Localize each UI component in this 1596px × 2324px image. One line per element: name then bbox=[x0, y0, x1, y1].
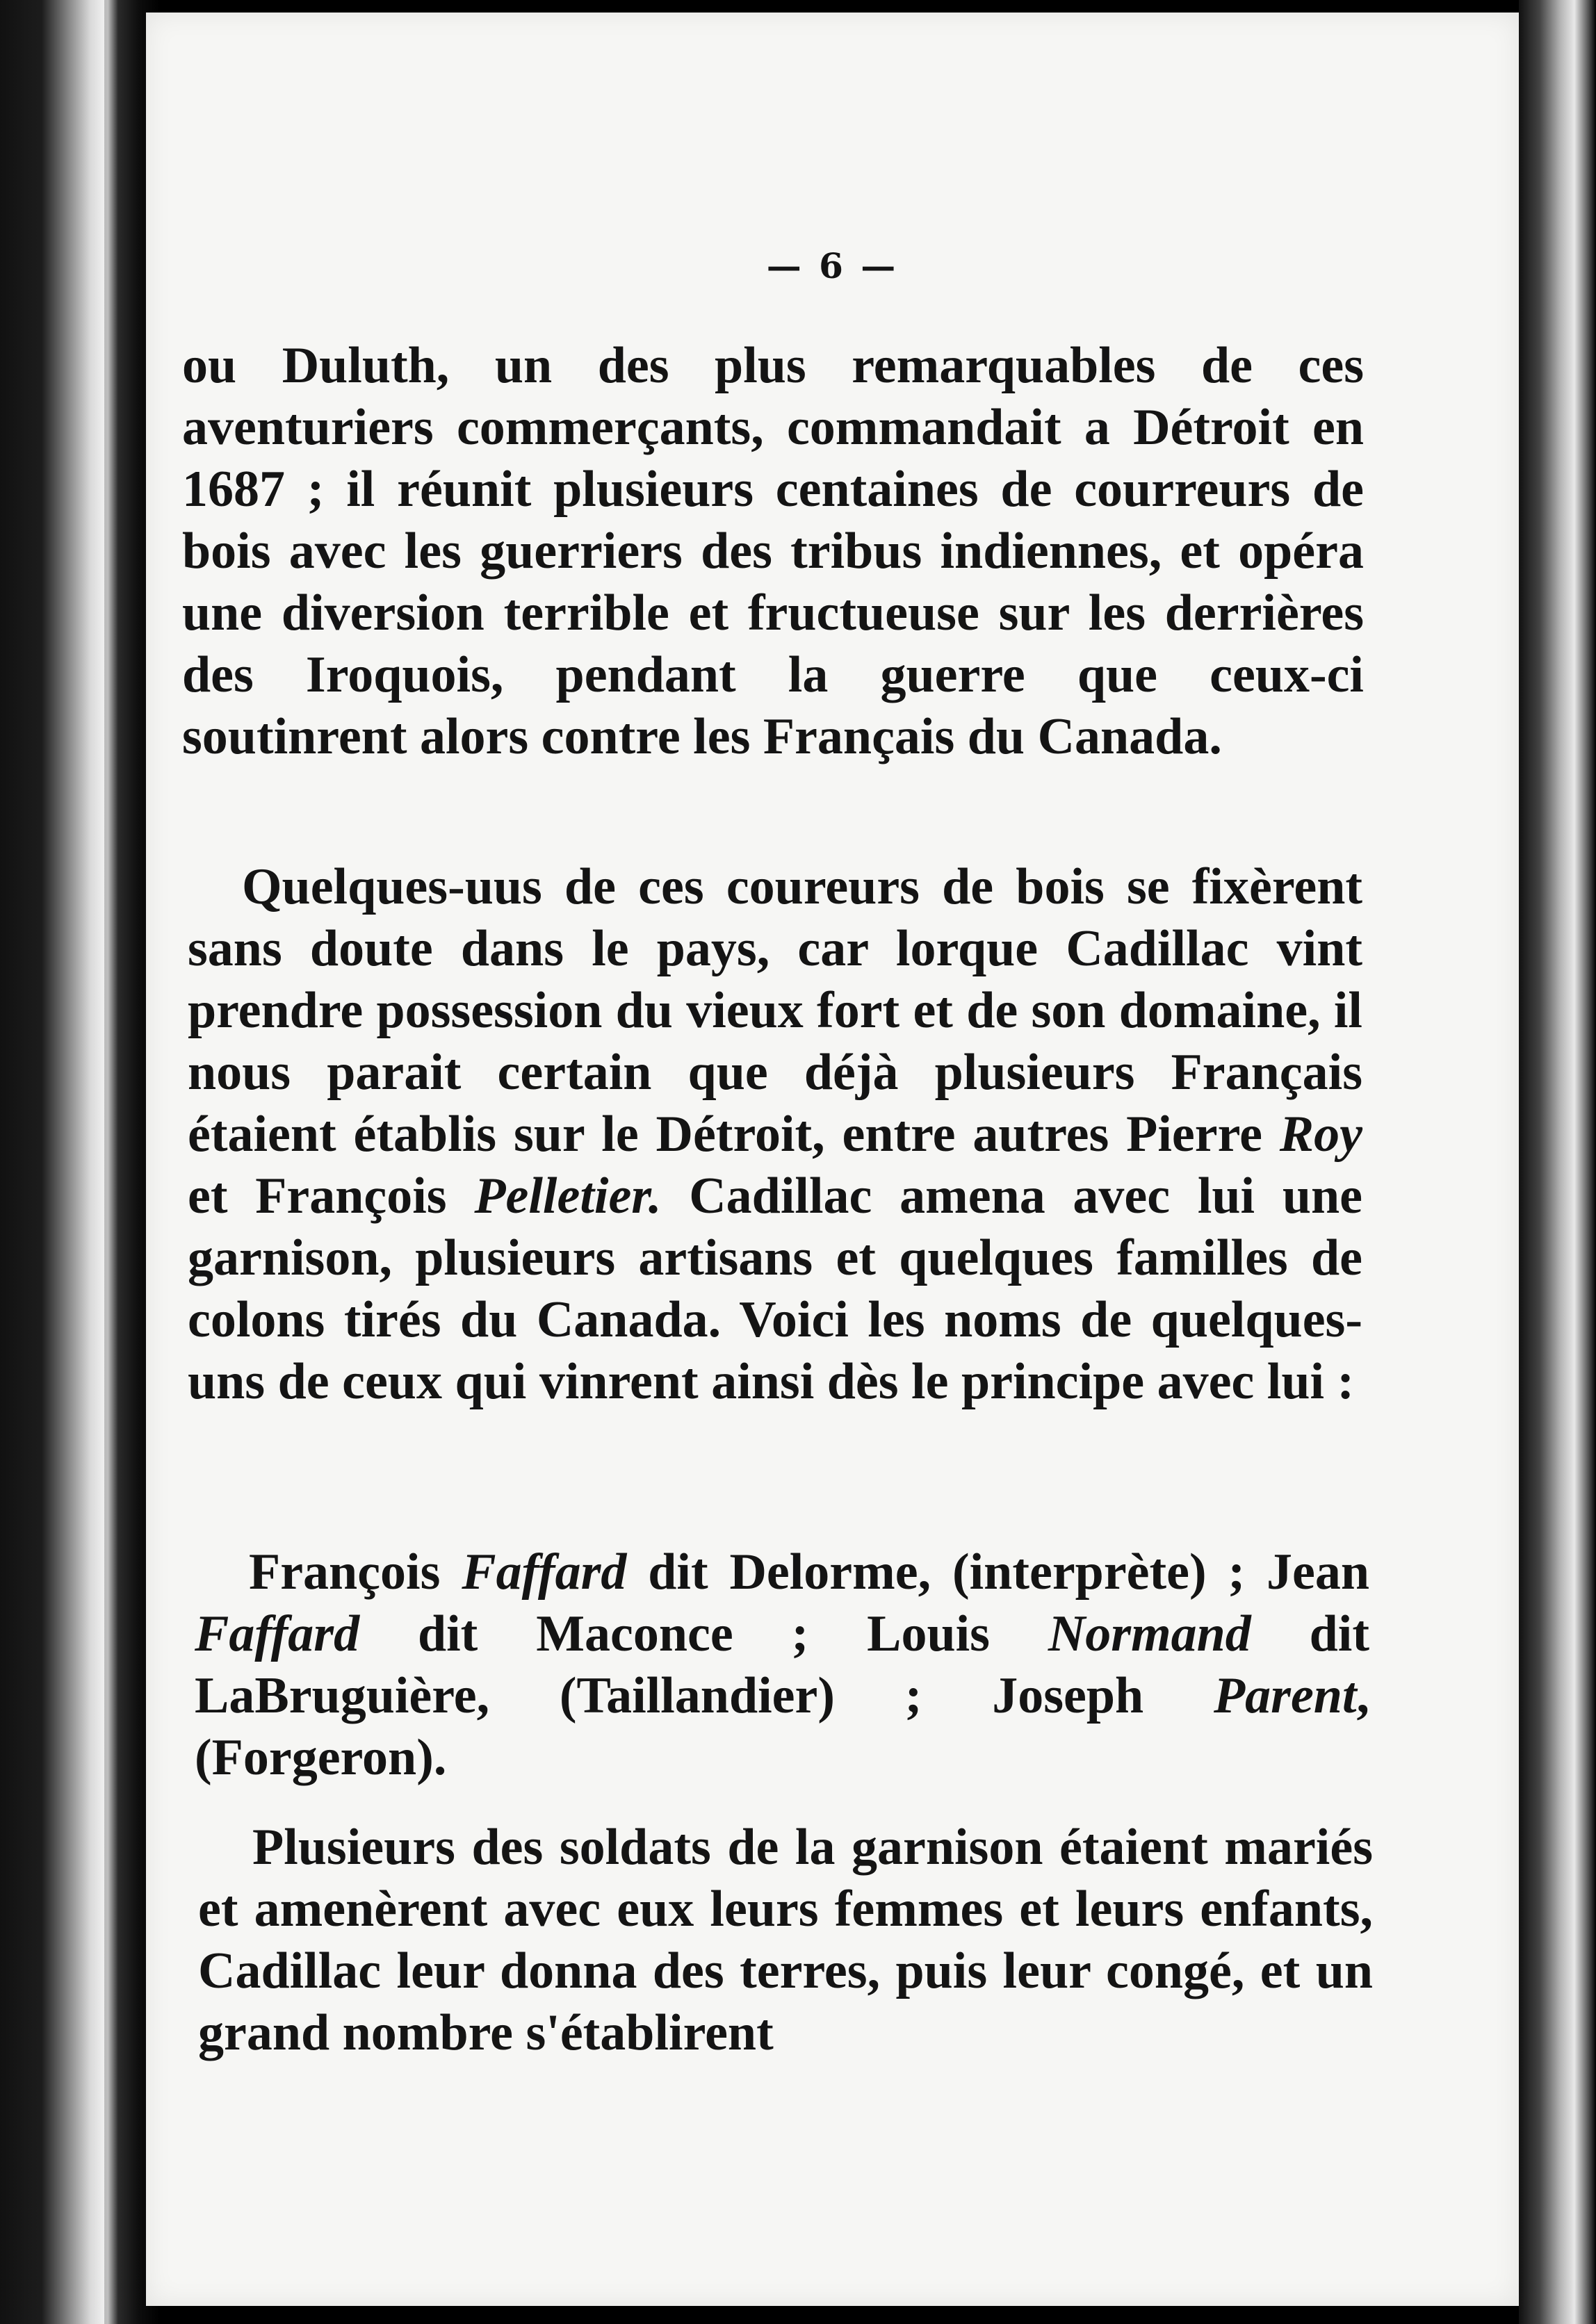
paragraph-4 bbox=[198, 1817, 1373, 2064]
paragraph-3 bbox=[195, 1541, 1369, 1789]
paragraph-3-part-d: dit LaBruguière, (Taillandier) ; Joseph bbox=[195, 1605, 1370, 1724]
paragraph-2-part-c: Cadillac amena avec lui une garnison, plusieurs artisans et quelques familles de colons tirés du Canada. Voici les noms de quelques-uns de ceux qui vinrent ainsi dès le principe avec lui : bbox=[188, 1168, 1362, 1410]
paragraph-2-part-b: et François bbox=[188, 1168, 475, 1225]
paragraph-2 bbox=[188, 856, 1362, 1413]
paragraph-2-text bbox=[188, 856, 1362, 1413]
page-number: — 6 — bbox=[766, 245, 899, 286]
book-binding bbox=[0, 0, 160, 2324]
binding-edge-line bbox=[104, 0, 108, 2324]
paragraph-3-part-a: François bbox=[249, 1544, 462, 1601]
paragraph-3-part-e: , (Forgeron). bbox=[195, 1667, 1369, 1786]
name-parent: Parent bbox=[1213, 1667, 1357, 1724]
page-right-edge bbox=[1519, 0, 1596, 2324]
name-faffard-2: Faffard bbox=[195, 1605, 360, 1662]
paragraph-3-part-b: dit Delorme, (interprète) ; Jean bbox=[626, 1544, 1369, 1601]
paragraph-3-part-c: dit Maconce ; Louis bbox=[359, 1605, 1048, 1662]
name-normand: Normand bbox=[1048, 1605, 1251, 1662]
name-roy: Roy bbox=[1279, 1106, 1362, 1163]
paragraph-1 bbox=[182, 335, 1364, 768]
paragraph-4-text: Plusieurs des soldats de la garnison étaient mariés et amenèrent avec eux leurs femmes et leurs enfants, Cadillac leur donna des terres, puis leur congé, et un grand nombre s'établirent bbox=[198, 1819, 1373, 2061]
paragraph-2-part-a: Quelques-uus de ces coureurs de bois se fixèrent sans doute dans le pays, car lorque Cadillac vint prendre possession du vieux fort et de son domaine, il nous parait certain que déjà plusieurs Français étaient établis sur le Détroit, entre autres Pierre bbox=[188, 858, 1362, 1163]
paragraph-1-text: ou Duluth, un des plus remarquables de ces aventuriers commerçants, commandait a Détroit en 1687 ; il réunit plusieurs centaines de courreurs de bois avec les guerriers des tribus indiennes, et opéra une diversion terrible et fructueuse sur les derrières des Iroquois, pendant la guerre que ceux-ci soutinrent alors contre les Français du Canada. bbox=[182, 337, 1364, 765]
paragraph-3-text bbox=[195, 1541, 1369, 1789]
name-faffard-1: Faffard bbox=[462, 1544, 627, 1601]
name-pelletier: Pelletier. bbox=[474, 1168, 662, 1225]
